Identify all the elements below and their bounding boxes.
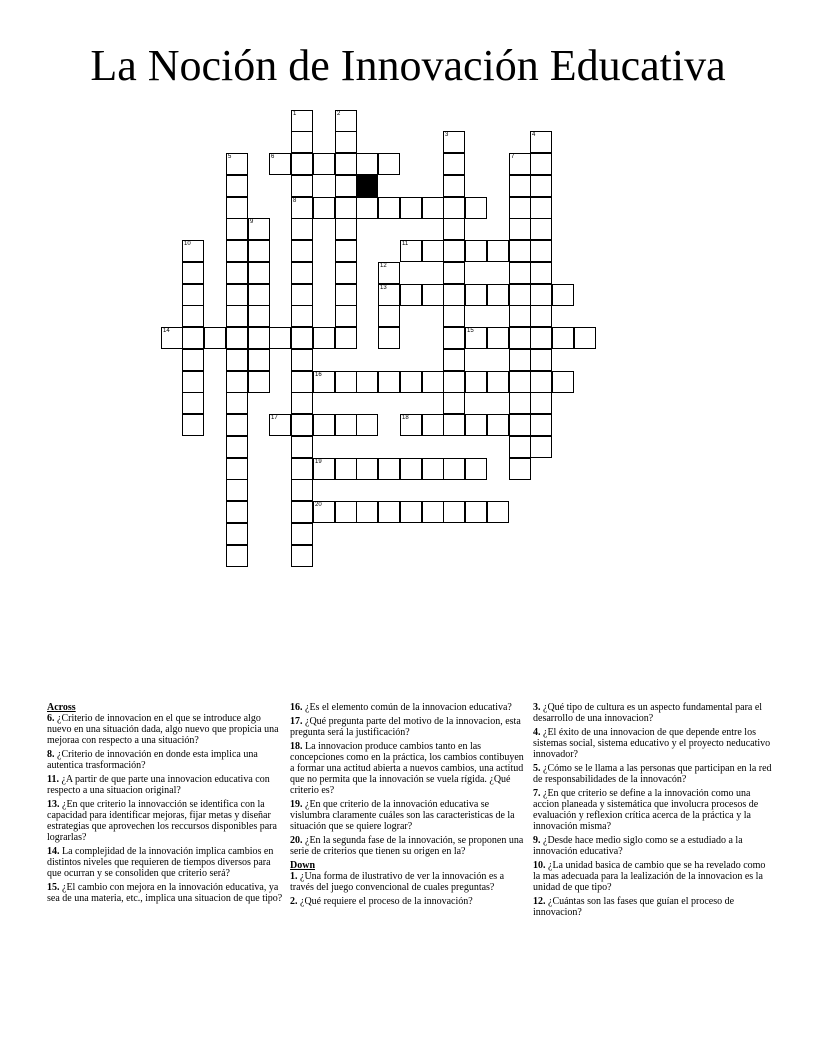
grid-cell[interactable] [509,414,531,436]
grid-cell[interactable] [335,240,357,262]
grid-cell[interactable] [530,197,552,219]
grid-cell[interactable] [182,240,204,262]
grid-cell[interactable] [291,392,313,414]
grid-cell[interactable] [291,305,313,327]
clue-number: 12 [380,263,387,269]
grid-cell[interactable] [530,284,552,306]
grid-cell[interactable] [400,458,422,480]
grid-cell[interactable] [378,197,400,219]
grid-cell[interactable] [509,305,531,327]
grid-cell[interactable] [530,371,552,393]
clue-number: 3 [445,132,449,138]
grid-cell[interactable] [552,284,574,306]
clue-across-13: 13. ¿En que criterio la innovacción se identifica con la capacidad para identificar mejoras, fijar metas y diseñar estrategias que aprovechen los reccursos disponibles para lograrlas? [47,799,277,843]
grid-cell[interactable] [465,197,487,219]
clue-across-11: 11. ¿A partir de que parte una innovacion educativa con respecto a una situacion original? [47,774,270,796]
grid-cell[interactable] [226,218,248,240]
clue-number: 17 [271,415,278,421]
grid-cell[interactable] [313,458,335,480]
clue-number: 2 [337,111,341,117]
grid-cell[interactable] [291,197,313,219]
grid-cell[interactable] [248,218,270,240]
grid-cell[interactable] [574,327,596,349]
blocked-cell [356,175,378,197]
grid-cell[interactable] [443,284,465,306]
grid-cell[interactable] [552,371,574,393]
grid-cell[interactable] [226,523,248,545]
grid-cell[interactable] [182,371,204,393]
grid-cell[interactable] [465,371,487,393]
grid-cell[interactable] [400,501,422,523]
grid-cell[interactable] [335,284,357,306]
grid-cell[interactable] [226,436,248,458]
grid-cell[interactable] [291,349,313,371]
clues-section [47,702,777,952]
grid-cell[interactable] [443,327,465,349]
grid-cell[interactable] [226,197,248,219]
clue-across-20: 20. ¿En la segunda fase de la innovación, se proponen una serie de criterios que tienen su origen en la? [290,835,524,857]
clue-number: 8 [293,198,297,204]
grid-cell[interactable] [291,436,313,458]
grid-cell[interactable] [400,371,422,393]
grid-cell[interactable] [530,175,552,197]
grid-cell[interactable] [443,240,465,262]
grid-cell[interactable] [378,327,400,349]
clue-down-2: 2. ¿Qué requiere el proceso de la innovación? [290,896,473,907]
grid-cell[interactable] [443,458,465,480]
grid-cell[interactable] [335,501,357,523]
grid-cell[interactable] [313,197,335,219]
grid-cell[interactable] [378,371,400,393]
clue-number: 19 [315,459,322,465]
grid-cell[interactable] [443,218,465,240]
grid-cell[interactable] [226,458,248,480]
grid-cell[interactable] [378,284,400,306]
clue-number: 7 [511,154,515,160]
grid-cell[interactable] [530,218,552,240]
grid-cell[interactable] [182,392,204,414]
grid-cell[interactable] [313,153,335,175]
grid-cell[interactable] [356,197,378,219]
grid-cell[interactable] [269,153,291,175]
grid-cell[interactable] [530,305,552,327]
grid-cell[interactable] [509,371,531,393]
clue-number: 5 [228,154,232,160]
grid-cell[interactable] [291,545,313,567]
grid-cell[interactable] [465,327,487,349]
grid-cell[interactable] [356,414,378,436]
grid-cell[interactable] [313,371,335,393]
grid-cell[interactable] [291,458,313,480]
grid-cell[interactable] [356,371,378,393]
grid-cell[interactable] [465,501,487,523]
clue-down-12: 12. ¿Cuántas son las fases que guían el proceso de innovacion? [533,896,735,918]
grid-cell[interactable] [226,240,248,262]
grid-cell[interactable] [509,349,531,371]
grid-cell[interactable] [226,349,248,371]
grid-cell[interactable] [530,153,552,175]
clue-across-18: 18. La innovacion produce cambios tanto en las concepciones como en la práctica, los cambios contibuyen a formar una actitud abierta a nuevos cambios, una actitud que no permita que la innovación se vuela rígida. ¿Qué criterio es? [290,741,524,796]
grid-cell[interactable] [465,240,487,262]
grid-cell[interactable] [509,458,531,480]
grid-cell[interactable] [443,305,465,327]
grid-cell[interactable] [335,131,357,153]
grid-cell[interactable] [530,327,552,349]
grid-cell[interactable] [248,240,270,262]
grid-cell[interactable] [530,240,552,262]
grid-cell[interactable] [291,110,313,132]
grid-cell[interactable] [400,284,422,306]
grid-cell[interactable] [291,153,313,175]
grid-cell[interactable] [182,349,204,371]
grid-cell[interactable] [509,262,531,284]
grid-cell[interactable] [509,197,531,219]
grid-cell[interactable] [291,131,313,153]
clue-number: 18 [402,415,409,421]
grid-cell[interactable] [335,110,357,132]
grid-cell[interactable] [291,284,313,306]
grid-cell[interactable] [182,305,204,327]
grid-cell[interactable] [335,371,357,393]
grid-cell[interactable] [552,327,574,349]
grid-cell[interactable] [226,414,248,436]
grid-cell[interactable] [291,175,313,197]
grid-cell[interactable] [487,284,509,306]
grid-cell[interactable] [487,371,509,393]
clue-down-3: 3. ¿Qué tipo de cultura es un aspecto fundamental para el desarrollo de una innovacion? [533,702,763,724]
clue-number: 9 [250,219,254,225]
down-header: Down [290,860,316,871]
grid-cell[interactable] [509,240,531,262]
grid-cell[interactable] [182,284,204,306]
grid-cell[interactable] [443,414,465,436]
clue-number: 1 [293,111,297,117]
grid-cell[interactable] [335,175,357,197]
grid-cell[interactable] [378,305,400,327]
grid-cell[interactable] [291,523,313,545]
grid-cell[interactable] [509,284,531,306]
grid-cell[interactable] [487,414,509,436]
grid-cell[interactable] [509,436,531,458]
grid-cell[interactable] [335,218,357,240]
clue-across-14: 14. La complejidad de la innovación implica cambios en distintos niveles que requieren de tiempos diversos para que ocurran y se consoliden que criterio será? [47,846,274,879]
grid-cell[interactable] [487,240,509,262]
grid-cell[interactable] [226,501,248,523]
clue-number: 6 [271,154,275,160]
grid-cell[interactable] [465,414,487,436]
clue-number: 10 [184,241,191,247]
grid-cell[interactable] [291,371,313,393]
grid-cell[interactable] [487,501,509,523]
clue-down-5: 5. ¿Cómo se le llama a las personas que participan en la red de responsabilidades de la innovacón? [533,763,772,785]
grid-cell[interactable] [530,414,552,436]
clues-column-1 [47,702,283,907]
grid-cell[interactable] [291,218,313,240]
clues-column-2 [290,702,528,910]
grid-cell[interactable] [291,327,313,349]
grid-cell[interactable] [291,501,313,523]
grid-cell[interactable] [422,197,444,219]
clue-across-17: 17. ¿Qué pregunta parte del motivo de la innovacion, esta pregunta será la justificación? [290,716,521,738]
grid-cell[interactable] [335,197,357,219]
grid-cell[interactable] [443,501,465,523]
grid-cell[interactable] [226,327,248,349]
grid-cell[interactable] [530,436,552,458]
puzzle-title: La Noción de Innovación Educativa [90,41,726,90]
clue-across-16: 16. ¿Es el elemento común de la innovacion educativa? [290,702,512,713]
grid-cell[interactable] [226,175,248,197]
grid-cell[interactable] [335,458,357,480]
grid-cell[interactable] [248,349,270,371]
grid-cell[interactable] [226,305,248,327]
grid-cell[interactable] [443,131,465,153]
grid-cell[interactable] [226,284,248,306]
grid-cell[interactable] [422,501,444,523]
grid-cell[interactable] [356,458,378,480]
grid-cell[interactable] [400,240,422,262]
grid-cell[interactable] [269,327,291,349]
grid-cell[interactable] [204,327,226,349]
grid-cell[interactable] [335,327,357,349]
grid-cell[interactable] [422,240,444,262]
grid-cell[interactable] [226,479,248,501]
grid-cell[interactable] [291,240,313,262]
clue-number: 14 [163,328,170,334]
grid-cell[interactable] [378,458,400,480]
grid-cell[interactable] [226,262,248,284]
clue-down-10: 10. ¿La unidad basica de cambio que se ha revelado como la mas adecuada para la lealización de la innovacion es la unidad de que tipo? [533,860,766,893]
grid-cell[interactable] [530,392,552,414]
grid-cell[interactable] [378,153,400,175]
clue-across-19: 19. ¿En que criterio de la innovación educativa se vislumbra claramente cuáles son las caracteristicas de la situación que se quiere lograr? [290,799,515,832]
across-header: Across [47,702,76,713]
grid-cell[interactable] [443,349,465,371]
grid-cell[interactable] [335,414,357,436]
grid-cell[interactable] [422,284,444,306]
grid-cell[interactable] [530,131,552,153]
grid-cell[interactable] [422,458,444,480]
grid-cell[interactable] [226,545,248,567]
grid-cell[interactable] [400,414,422,436]
clue-down-1: 1. ¿Una forma de ilustrativo de ver la innovación es a través del juego convencional de cuales preguntas? [290,871,505,893]
grid-cell[interactable] [422,414,444,436]
grid-cell[interactable] [182,414,204,436]
grid-cell[interactable] [313,327,335,349]
grid-cell[interactable] [248,327,270,349]
grid-cell[interactable] [443,371,465,393]
grid-cell[interactable] [509,218,531,240]
grid-cell[interactable] [291,479,313,501]
grid-cell[interactable] [356,153,378,175]
grid-cell[interactable] [248,305,270,327]
grid-cell[interactable] [335,153,357,175]
clue-number: 13 [380,285,387,291]
grid-cell[interactable] [530,349,552,371]
grid-cell[interactable] [443,175,465,197]
clue-across-6: 6. ¿Criterio de innovacion en el que se introduce algo nuevo en una situación dada, algo nuevo que propicia una mejoraa con respecto a una situación? [47,713,279,746]
grid-cell[interactable] [269,414,291,436]
grid-cell[interactable] [400,197,422,219]
grid-cell[interactable] [313,414,335,436]
grid-cell[interactable] [226,371,248,393]
grid-cell[interactable] [248,284,270,306]
grid-cell[interactable] [443,262,465,284]
clue-down-4: 4. ¿El éxito de una innovacion de que depende entre los sistemas social, sistema educativo y el proyecto neducativo innovador? [533,727,771,760]
clue-across-8: 8. ¿Criterio de innovación en donde esta implica una autentica trasformación? [47,749,258,771]
clue-down-9: 9. ¿Desde hace medio siglo como se a estudiado a la innovación educativa? [533,835,743,857]
grid-cell[interactable] [509,175,531,197]
clue-number: 20 [315,502,322,508]
grid-cell[interactable] [509,392,531,414]
clues-column-3 [533,702,773,921]
grid-cell[interactable] [161,327,183,349]
grid-cell[interactable] [378,501,400,523]
grid-cell[interactable] [248,262,270,284]
grid-cell[interactable] [291,414,313,436]
grid-cell[interactable] [226,392,248,414]
grid-cell[interactable] [422,371,444,393]
grid-cell[interactable] [291,262,313,284]
grid-cell[interactable] [509,153,531,175]
grid-cell[interactable] [530,262,552,284]
grid-cell[interactable] [356,501,378,523]
grid-cell[interactable] [443,392,465,414]
grid-cell[interactable] [226,153,248,175]
clue-number: 15 [467,328,474,334]
clue-number: 16 [315,372,322,378]
grid-cell[interactable] [465,458,487,480]
clue-across-15: 15. ¿El cambio con mejora en la innovación educativa, ya sea de una materia, etc., implica una situacion de que tipo? [47,882,283,904]
clue-down-7: 7. ¿En que criterio se define a la innovación como una accion planeada y sistemática que involucra procesos de evaluación y reflexion crítica acerca de la práctica y la innovación misma? [533,788,759,832]
grid-cell[interactable] [443,197,465,219]
grid-cell[interactable] [335,305,357,327]
grid-cell[interactable] [378,262,400,284]
grid-cell[interactable] [487,327,509,349]
grid-cell[interactable] [248,371,270,393]
grid-cell[interactable] [182,262,204,284]
grid-cell[interactable] [443,153,465,175]
grid-cell[interactable] [313,501,335,523]
grid-cell[interactable] [465,284,487,306]
clue-number: 11 [402,241,409,247]
grid-cell[interactable] [509,327,531,349]
grid-cell[interactable] [182,327,204,349]
clue-number: 4 [532,132,536,138]
grid-cell[interactable] [335,262,357,284]
